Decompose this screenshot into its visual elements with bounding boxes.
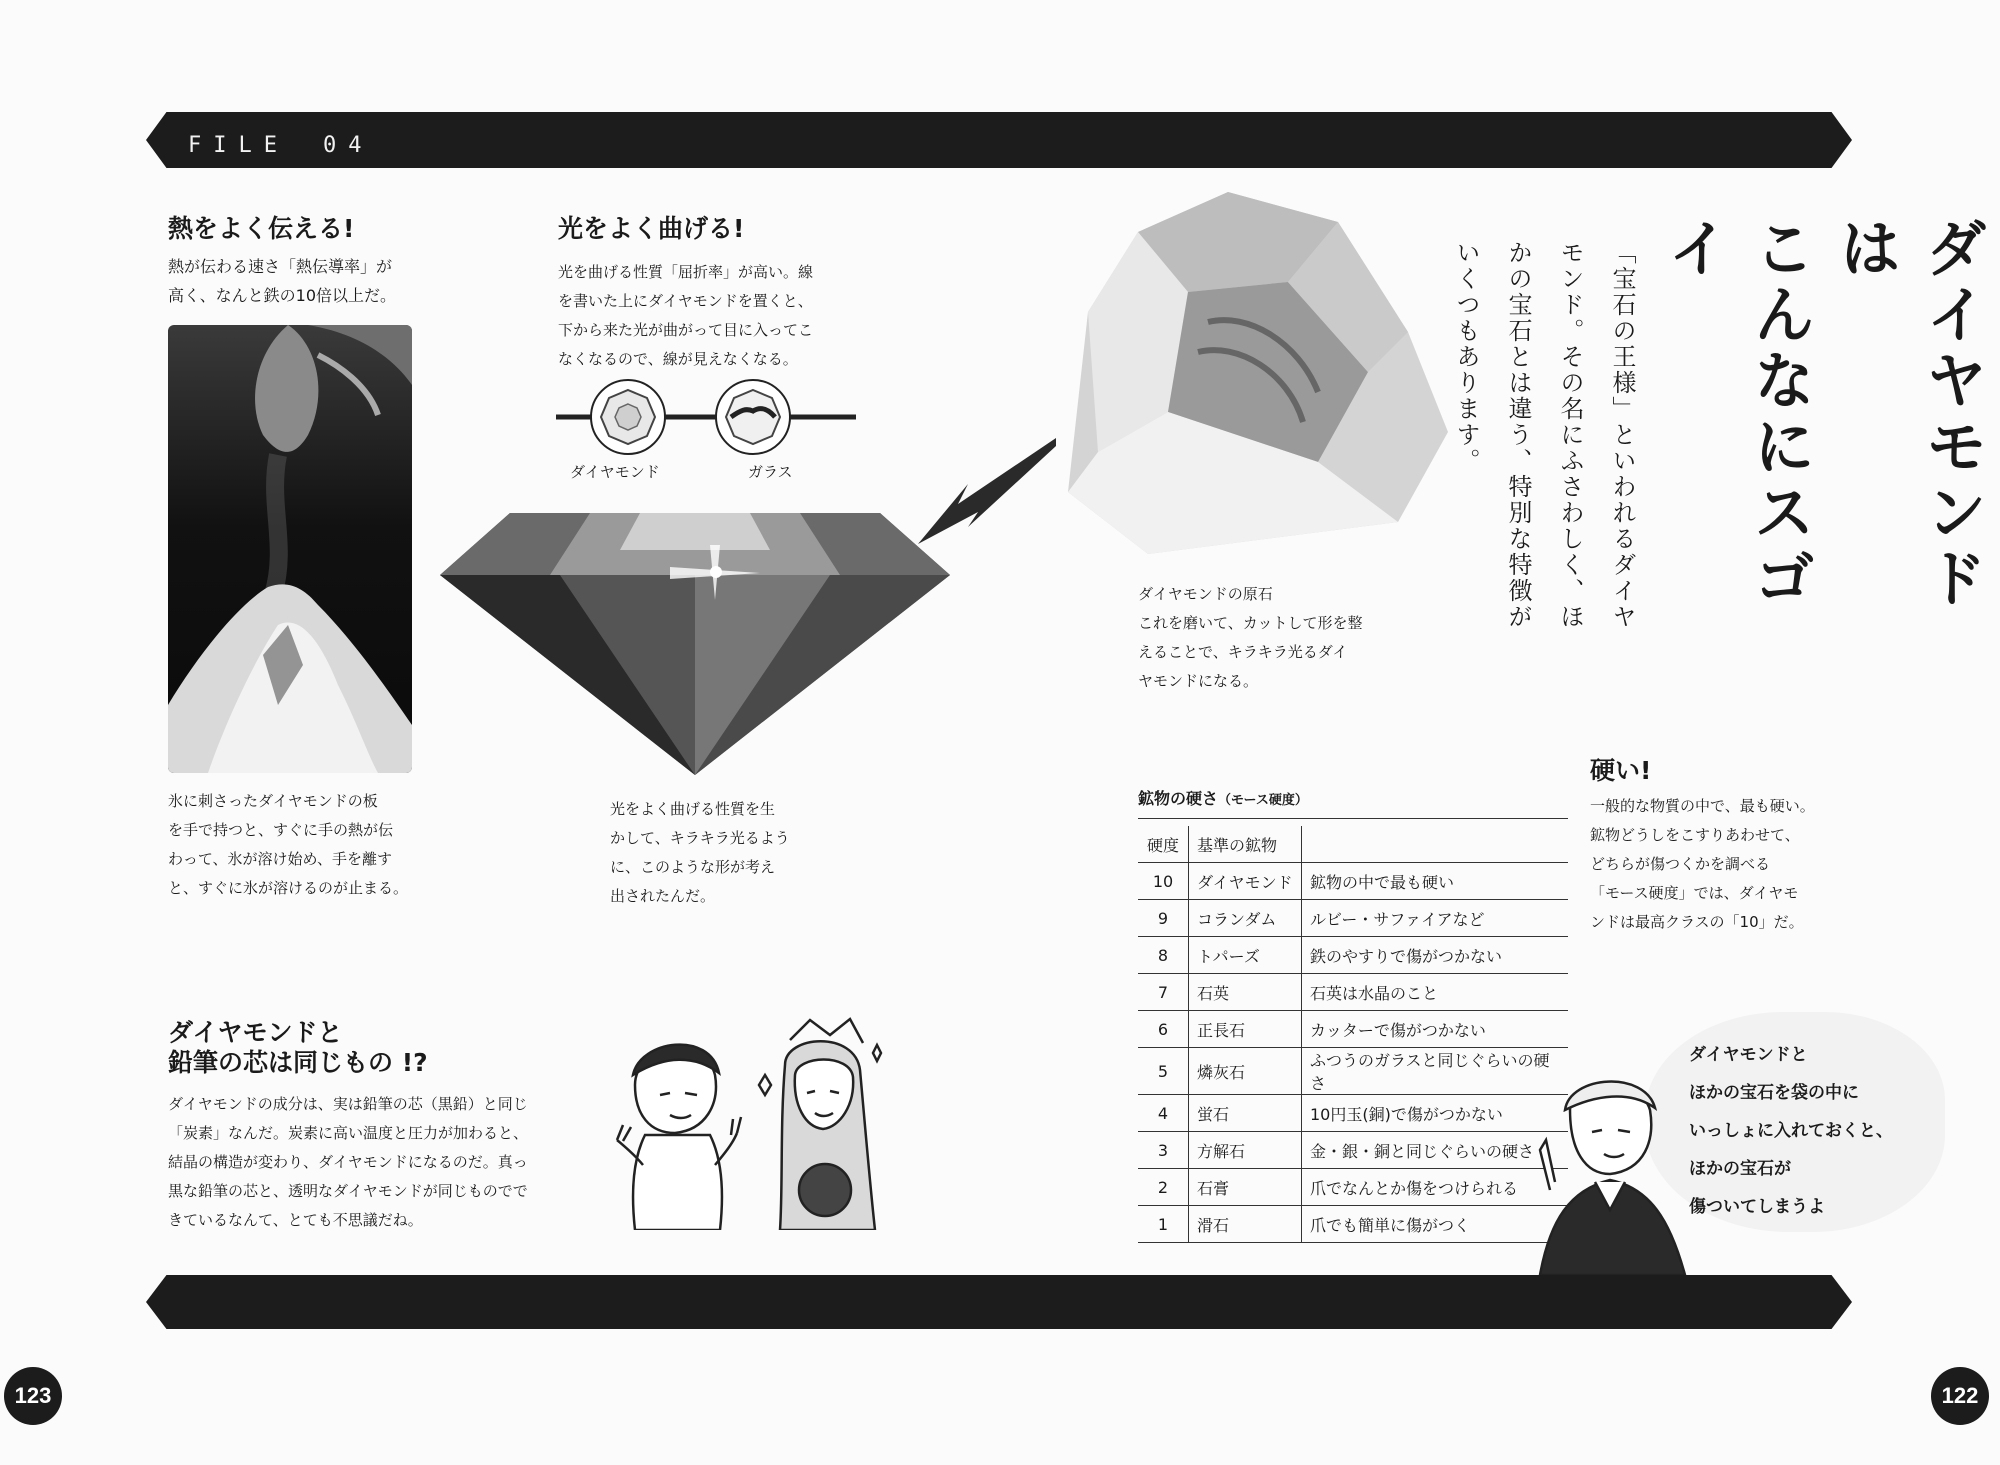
heat-text: [168, 252, 428, 310]
hardness-value: 5: [1138, 1048, 1189, 1095]
mineral-note: 石英は水晶のこと: [1302, 974, 1569, 1011]
cut-diamond-caption-line: に、このような形が考え: [610, 858, 776, 876]
mineral-note: 鉱物の中で最も硬い: [1302, 863, 1569, 900]
page-number-left: 123: [4, 1367, 62, 1425]
speech-bubble-line: ほかの宝石を袋の中に: [1689, 1083, 1859, 1103]
heat-caption: [168, 787, 428, 903]
mineral-name: 蛍石: [1189, 1095, 1302, 1132]
table-row: [1138, 937, 1568, 974]
mineral-name: 石英: [1189, 974, 1302, 1011]
hardness-value: 9: [1138, 900, 1189, 937]
heat-caption-line: を手で持つと、すぐに手の熱が伝: [168, 821, 394, 839]
intro-text-line: いくつもあります。: [1452, 240, 1480, 474]
mineral-name: 方解石: [1189, 1132, 1302, 1169]
refraction-text-line: なくなるので、線が見えなくなる。: [558, 350, 798, 368]
mineral-note: 爪でなんとか傷をつけられる: [1302, 1169, 1569, 1206]
page-number-right: 122: [1931, 1367, 1989, 1425]
intro-text-line: モンド。その名にふさわしく、ほ: [1556, 240, 1584, 630]
heat-text-line: 熱が伝わる速さ「熱伝導率」が: [168, 257, 393, 276]
mineral-note: ルビー・サファイアなど: [1302, 900, 1569, 937]
pencil-heading-line: ダイヤモンドと: [168, 1018, 343, 1047]
hardness-text-line: 「モース硬度」では、ダイヤモ: [1590, 884, 1799, 902]
hardness-value: 4: [1138, 1095, 1189, 1132]
refraction-text-line: 下から来た光が曲がって目に入ってこ: [558, 321, 814, 339]
speech-bubble-line: ダイヤモンドと: [1689, 1045, 1808, 1065]
hardness-value: 2: [1138, 1169, 1189, 1206]
hardness-text-line: 一般的な物質の中で、最も硬い。: [1590, 797, 1815, 815]
mineral-note: 爪でも簡単に傷がつく: [1302, 1206, 1569, 1243]
header-note: [1302, 826, 1569, 863]
cut-diamond-caption-line: 光をよく曲げる性質を生: [610, 800, 776, 818]
mohs-table-title-sub: （モース硬度）: [1218, 793, 1308, 808]
table-header-row: [1138, 826, 1568, 863]
hardness-value: 1: [1138, 1206, 1189, 1243]
mineral-name: トパーズ: [1189, 937, 1302, 974]
mohs-table-title-main: 鉱物の硬さ: [1138, 789, 1219, 808]
rough-diamond-caption-line: ヤモンドになる。: [1138, 672, 1259, 690]
mineral-name: 滑石: [1189, 1206, 1302, 1243]
rough-diamond-caption: [1138, 580, 1398, 696]
hardness-text: [1590, 792, 1840, 937]
hardness-value: 10: [1138, 863, 1189, 900]
pencil-heading-line: 鉛筆の芯は同じもの !?: [168, 1048, 428, 1077]
pencil-and-diamond-characters-illustration: [615, 1015, 890, 1230]
refraction-heading: 光をよく曲げる!: [558, 214, 745, 243]
mineral-name: 正長石: [1189, 1011, 1302, 1048]
table-row: [1138, 974, 1568, 1011]
diamond-label: ダイヤモンド: [570, 463, 660, 481]
speech-bubble: [1645, 1012, 1945, 1232]
heat-text-line: 高く、なんと鉄の10倍以上だ。: [168, 286, 397, 305]
heat-caption-line: わって、氷が溶け始め、手を離す: [168, 850, 392, 868]
table-row: [1138, 900, 1568, 937]
header-hardness: 硬度: [1138, 826, 1189, 863]
table-row: [1138, 1011, 1568, 1048]
cut-diamond-caption: [610, 795, 820, 911]
brilliant-cut-diamond-image: [440, 505, 950, 775]
top-header-band: [146, 112, 1852, 168]
refraction-comparison-diagram: [556, 376, 866, 456]
pencil-text-line: きているなんて、とても不思議だね。: [168, 1211, 423, 1229]
speech-bubble-line: ほかの宝石が: [1689, 1159, 1791, 1179]
hardness-value: 6: [1138, 1011, 1189, 1048]
pencil-text-line: 黒な鉛筆の芯と、透明なダイヤモンドが同じものでで: [168, 1182, 528, 1200]
pencil-text-line: ダイヤモンドの成分は、実は鉛筆の芯（黒鉛）と同じ: [168, 1095, 528, 1113]
page-title-line: ダイヤモンドは: [1829, 216, 1988, 612]
intro-text: [1440, 240, 1648, 660]
mineral-note: 10円玉(銅)で傷がつかない: [1302, 1095, 1569, 1132]
refraction-text-line: 光を曲げる性質「屈折率」が高い。線: [558, 263, 814, 281]
bottom-footer-band: [146, 1275, 1852, 1329]
diamond-top-view-icon: [591, 380, 665, 454]
table-row: [1138, 863, 1568, 900]
heat-heading: 熱をよく伝える!: [168, 214, 355, 243]
rough-diamond-caption-line: ダイヤモンドの原石: [1138, 585, 1273, 603]
hardness-heading: 硬い!: [1590, 756, 1652, 785]
cut-diamond-caption-line: 出されたんだ。: [610, 887, 716, 905]
mineral-name: 石膏: [1189, 1169, 1302, 1206]
ice-diamond-photo: [168, 325, 412, 773]
hardness-value: 3: [1138, 1132, 1189, 1169]
hardness-text-line: ンドは最高クラスの「10」だ。: [1590, 913, 1804, 931]
rough-diamond-caption-line: これを磨いて、カットして形を整: [1138, 614, 1363, 632]
refraction-text-line: を書いた上にダイヤモンドを置くと、: [558, 292, 813, 310]
mineral-name: 燐灰石: [1189, 1048, 1302, 1095]
file-label: FILE 04: [188, 133, 374, 158]
page-title: [1650, 216, 1994, 636]
mineral-note: 金・銀・銅と同じぐらいの硬さ: [1302, 1132, 1569, 1169]
rough-diamond-caption-line: えることで、キラキラ光るダイ: [1138, 643, 1348, 661]
intro-text-line: かの宝石とは違う、特別な特徴が: [1504, 240, 1532, 630]
pencil-text-line: 結晶の構造が変わり、ダイヤモンドになるのだ。真っ: [168, 1153, 528, 1171]
glass-top-view-icon: [716, 380, 790, 454]
pencil-text: [168, 1090, 598, 1235]
header-mineral: 基準の鉱物: [1189, 826, 1302, 863]
rough-diamond-photo: [1068, 192, 1448, 554]
refraction-text: [558, 258, 870, 374]
ice-hand-illustration: [168, 325, 412, 773]
arrow-icon: [918, 432, 1058, 547]
speech-bubble-line: 傷ついてしまうよ: [1689, 1197, 1825, 1217]
mineral-note: 鉄のやすりで傷がつかない: [1302, 937, 1569, 974]
mohs-table-title: [1138, 786, 1308, 809]
heat-caption-line: 氷に刺さったダイヤモンドの板: [168, 792, 378, 810]
page-title-line: こんなにスゴイ: [1657, 216, 1816, 612]
hardness-text-line: 鉱物どうしをこすりあわせて、: [1590, 826, 1800, 844]
mohs-table-top-rule: [1138, 818, 1568, 819]
mineral-note: ふつうのガラスと同じぐらいの硬さ: [1302, 1048, 1569, 1095]
mineral-name: ダイヤモンド: [1189, 863, 1302, 900]
speech-bubble-line: いっしょに入れておくと、: [1689, 1121, 1893, 1141]
mineral-note: カッターで傷がつかない: [1302, 1011, 1569, 1048]
hardness-value: 8: [1138, 937, 1189, 974]
cut-diamond-caption-line: かして、キラキラ光るよう: [610, 829, 790, 847]
pencil-text-line: 「炭素」なんだ。炭素に高い温度と圧力が加わると、: [168, 1124, 529, 1142]
mineral-name: コランダム: [1189, 900, 1302, 937]
intro-text-line: 「宝石の王様」といわれるダイヤ: [1608, 240, 1636, 630]
hardness-value: 7: [1138, 974, 1189, 1011]
caped-character-illustration: [1500, 1070, 1690, 1275]
pencil-heading: [168, 1018, 428, 1078]
glass-label: ガラス: [748, 463, 793, 481]
heat-caption-line: と、すぐに氷が溶けるのが止まる。: [168, 879, 409, 897]
hardness-text-line: どちらが傷つくかを調べる: [1590, 855, 1771, 873]
